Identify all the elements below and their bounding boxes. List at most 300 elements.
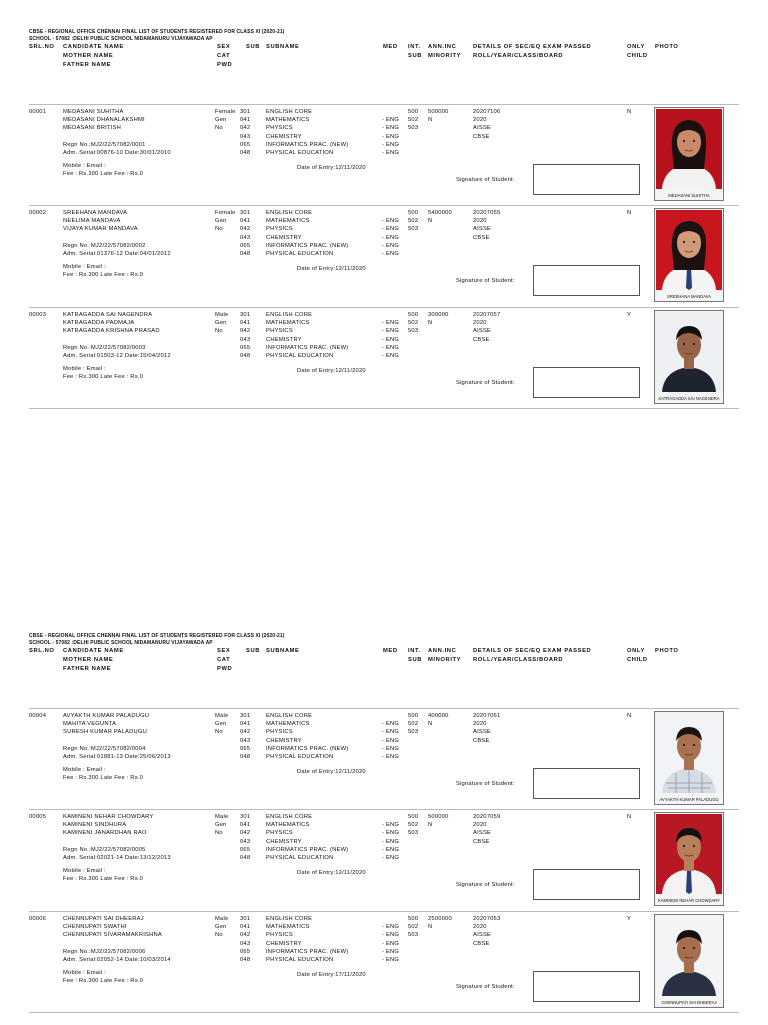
previous-exam-details-line: 2020 bbox=[473, 320, 487, 327]
previous-exam-details-line: AISSE bbox=[473, 830, 492, 837]
sex-category-line: Gen bbox=[215, 218, 227, 225]
subject-names-line: MATHEMATICS bbox=[266, 924, 310, 931]
admission-serial: Adm. Serial:01881-13 Date:25/06/2013 bbox=[63, 754, 171, 760]
candidate-names-line: NEELIMA MANDAVA bbox=[63, 218, 121, 225]
subject-codes-line: 042 bbox=[240, 125, 251, 132]
school-name: SCHOOL - 57082 :DELHI PUBLIC SCHOOL NIDAMANURU VIJAYAWADA AP bbox=[29, 640, 213, 646]
medium-line: - ENG bbox=[382, 336, 400, 343]
subject-names-line: INFORMATICS PRAC. (NEW) bbox=[266, 745, 349, 752]
subject-names-line: INFORMATICS PRAC. (NEW) bbox=[266, 948, 349, 955]
medium-line: - ENG bbox=[382, 218, 400, 225]
medium bbox=[382, 712, 399, 761]
medium bbox=[382, 209, 399, 258]
sex-category-line: No bbox=[215, 830, 223, 837]
annual-income-line: 400000 bbox=[428, 713, 449, 719]
col-candidate-header: CANDIDATE NAME MOTHER NAME FATHER NAME bbox=[63, 648, 124, 672]
subject-codes bbox=[240, 915, 250, 964]
date-of-entry: Date of Entry:12/11/2020 bbox=[297, 165, 366, 171]
only-child-flag: Y bbox=[627, 312, 632, 318]
medium-line: - ENG bbox=[382, 737, 400, 744]
medium-line: - ENG bbox=[382, 956, 400, 963]
sex-category-line: Male bbox=[215, 916, 229, 922]
subject-codes-line: 043 bbox=[240, 336, 251, 343]
candidate-names-line: SREEHANA MANDAVA bbox=[63, 210, 128, 216]
page-section bbox=[0, 26, 768, 421]
previous-exam-details-line: AISSE bbox=[473, 125, 492, 132]
medium-line: - ENG bbox=[382, 948, 400, 955]
candidate-names bbox=[63, 813, 154, 838]
col-details-header: DETAILS OF SEC/EQ EXAM PASSED ROLL/YEAR/CLASS/BOARD bbox=[473, 44, 592, 59]
subject-names-line: CHEMISTRY bbox=[266, 133, 302, 140]
photo-caption: MEDASANI SUHITHA bbox=[668, 193, 710, 198]
subject-names-line: ENGLISH CORE bbox=[266, 109, 313, 115]
sex-category-line: No bbox=[215, 226, 223, 233]
subject-codes-line: 042 bbox=[240, 226, 251, 233]
subject-codes-line: 041 bbox=[240, 117, 251, 124]
medium-line: - ENG bbox=[382, 932, 400, 939]
list-title: CBSE - REGIONAL OFFICE CHENNAI FINAL LIST OF STUDENTS REGISTERED FOR CLASS XI (2020-21) bbox=[29, 633, 285, 639]
candidate-names-line: KAMINENI NEHAR CHOWDARY bbox=[63, 814, 154, 820]
col-sex-header: SEX CAT PWD bbox=[217, 648, 233, 672]
admission-serial: Adm. Serial:02021-14 Date:13/12/2013 bbox=[63, 855, 171, 861]
previous-exam-details-line: 20207063 bbox=[473, 916, 501, 922]
previous-exam-details-line: 20207061 bbox=[473, 713, 501, 719]
col-subname-header: SUBNAME bbox=[266, 44, 300, 50]
admission-serial: Adm. Serial:02052-14 Date:10/03/2014 bbox=[63, 957, 171, 963]
subject-names-line: MATHEMATICS bbox=[266, 218, 310, 225]
medium-line: - ENG bbox=[382, 753, 400, 760]
sex-category bbox=[215, 813, 228, 838]
sex-category-line: Male bbox=[215, 814, 229, 820]
subject-names-line: ENGLISH CORE bbox=[266, 312, 313, 318]
subject-codes-line: 065 bbox=[240, 344, 251, 351]
photo-caption: KAMINENI NEHAR CHOWDARY bbox=[657, 898, 721, 903]
subject-codes-line: 301 bbox=[240, 109, 251, 115]
medium-line: - ENG bbox=[382, 234, 400, 241]
internal-subjects-line: 500 bbox=[408, 109, 419, 115]
subject-names bbox=[266, 813, 348, 862]
medium-line: - ENG bbox=[382, 141, 400, 148]
col-int-header: INT. SUB bbox=[408, 44, 423, 59]
subject-codes-line: 048 bbox=[240, 956, 251, 963]
internal-subjects-line: 503 bbox=[408, 830, 419, 837]
mobile-email: Mobile : Email : bbox=[63, 163, 106, 169]
previous-exam-details bbox=[473, 915, 500, 948]
subject-names-line: MATHEMATICS bbox=[266, 320, 310, 327]
medium-line: - ENG bbox=[382, 250, 400, 257]
medium-line: - ENG bbox=[382, 838, 400, 845]
annual-income-line: 2500000 bbox=[428, 916, 452, 922]
internal-subjects-line: 503 bbox=[408, 226, 419, 233]
serial-number: 00004 bbox=[29, 713, 47, 719]
medium bbox=[382, 108, 399, 157]
only-child-flag: N bbox=[627, 713, 632, 719]
previous-exam-details-line: CBSE bbox=[473, 737, 490, 744]
col-srl-header: SRL.NO bbox=[29, 44, 55, 50]
sex-category-line: Gen bbox=[215, 117, 227, 124]
subject-names-line: MATHEMATICS bbox=[266, 117, 310, 124]
col-srl-header: SRL.NO bbox=[29, 648, 55, 654]
student-photo-image bbox=[656, 109, 722, 189]
signature-label: Signature of Student: bbox=[456, 781, 515, 787]
internal-subjects-line: 503 bbox=[408, 328, 419, 335]
subject-names-line: CHEMISTRY bbox=[266, 737, 302, 744]
mobile-email: Mobile : Email : bbox=[63, 264, 106, 270]
student-photo-image bbox=[656, 312, 722, 392]
annual-income-line: 500000 bbox=[428, 814, 449, 820]
subject-codes bbox=[240, 209, 250, 258]
sex-category-line: No bbox=[215, 932, 223, 939]
previous-exam-details-line: CBSE bbox=[473, 940, 490, 947]
student-photo bbox=[654, 208, 724, 302]
annual-income bbox=[428, 915, 452, 931]
subject-codes-line: 065 bbox=[240, 948, 251, 955]
mobile-email: Mobile : Email : bbox=[63, 970, 106, 976]
admission-serial: Adm. Serial:00876-10 Date:30/01/2010 bbox=[63, 150, 171, 156]
subject-names-line: CHEMISTRY bbox=[266, 336, 302, 343]
student-photo bbox=[654, 310, 724, 404]
medium-line bbox=[382, 311, 399, 319]
subject-codes-line: 041 bbox=[240, 218, 251, 225]
candidate-names-line: MEDASANI DHANALAKSHMI bbox=[63, 117, 145, 124]
internal-subjects-line: 500 bbox=[408, 210, 419, 216]
subject-codes-line: 065 bbox=[240, 745, 251, 752]
admission-serial: Adm. Serial:01376-12 Date:04/01/2012 bbox=[63, 251, 171, 257]
subject-names-line: ENGLISH CORE bbox=[266, 814, 313, 820]
signature-label: Signature of Student: bbox=[456, 380, 515, 386]
col-subname-header: SUBNAME bbox=[266, 648, 300, 654]
signature-box[interactable] bbox=[533, 768, 640, 799]
subject-codes-line: 041 bbox=[240, 721, 251, 728]
subject-names-line: ENGLISH CORE bbox=[266, 713, 313, 719]
only-child-flag: N bbox=[627, 814, 632, 820]
previous-exam-details bbox=[473, 712, 500, 745]
previous-exam-details-line: 2020 bbox=[473, 218, 487, 225]
col-only-child-header: ONLY CHILD bbox=[627, 44, 648, 59]
subject-codes bbox=[240, 813, 250, 862]
subject-codes-line: 065 bbox=[240, 242, 251, 249]
subject-codes-line: 042 bbox=[240, 830, 251, 837]
registration-number: Regn No.:MJ2/22/57082/0006 bbox=[63, 949, 146, 955]
sex-category-line: Female bbox=[215, 210, 236, 216]
col-sex-header: SEX CAT PWD bbox=[217, 44, 233, 68]
photo-caption: AVYAKTH KUMAR PALADUGU bbox=[659, 797, 719, 802]
subject-names-line: INFORMATICS PRAC. (NEW) bbox=[266, 344, 349, 351]
medium bbox=[382, 813, 399, 862]
previous-exam-details-line: CBSE bbox=[473, 336, 490, 343]
subject-names-line: PHYSICS bbox=[266, 328, 293, 335]
candidate-names-line: AVYAKTH KUMAR PALADUGU bbox=[63, 713, 150, 719]
previous-exam-details-line: 20207055 bbox=[473, 210, 501, 216]
subject-codes-line: 048 bbox=[240, 753, 251, 760]
student-record bbox=[0, 811, 768, 913]
previous-exam-details bbox=[473, 813, 500, 846]
medium-line bbox=[382, 209, 399, 217]
medium-line: - ENG bbox=[382, 133, 400, 140]
col-med-header: MED bbox=[383, 44, 398, 50]
student-photo bbox=[654, 107, 724, 201]
candidate-names bbox=[63, 108, 145, 133]
signature-box[interactable] bbox=[533, 367, 640, 398]
fee-info: Fee : Rs.300 Late Fee : Rs.0 bbox=[63, 272, 144, 278]
subject-codes-line: 065 bbox=[240, 141, 251, 148]
internal-subjects-line: 502 bbox=[408, 218, 419, 225]
fee-info: Fee : Rs.300 Late Fee : Rs.0 bbox=[63, 978, 144, 984]
subject-codes-line: 301 bbox=[240, 210, 251, 216]
subject-names bbox=[266, 712, 348, 761]
date-of-entry: Date of Entry:12/11/2020 bbox=[297, 870, 366, 876]
subject-codes bbox=[240, 712, 250, 761]
internal-subjects-line: 502 bbox=[408, 924, 419, 931]
candidate-names-line: KATRAGADDA KRISHNA PRASAD bbox=[63, 328, 160, 335]
signature-label: Signature of Student: bbox=[456, 882, 515, 888]
previous-exam-details bbox=[473, 209, 500, 242]
mobile-email: Mobile : Email : bbox=[63, 366, 106, 372]
medium-line: - ENG bbox=[382, 328, 400, 335]
serial-number: 00001 bbox=[29, 109, 47, 115]
sex-category-line: No bbox=[215, 328, 223, 335]
student-record bbox=[0, 913, 768, 1015]
candidate-names-line: KAMINENI SINDHURA bbox=[63, 822, 127, 829]
internal-subjects bbox=[408, 712, 418, 737]
internal-subjects-line: 503 bbox=[408, 125, 419, 132]
annual-income bbox=[428, 311, 449, 327]
internal-subjects-line: 500 bbox=[408, 814, 419, 820]
medium bbox=[382, 311, 399, 360]
internal-subjects bbox=[408, 813, 418, 838]
sex-category bbox=[215, 915, 228, 940]
sex-category bbox=[215, 712, 228, 737]
candidate-names-line: MEDASANI SUHITHA bbox=[63, 109, 124, 115]
previous-exam-details-line: 2020 bbox=[473, 117, 487, 124]
subject-codes-line: 301 bbox=[240, 312, 251, 318]
subject-names-line: PHYSICS bbox=[266, 830, 293, 837]
fee-info: Fee : Rs.300 Late Fee : Rs.0 bbox=[63, 374, 144, 380]
mobile-email: Mobile : Email : bbox=[63, 868, 106, 874]
registration-number: Regn No.:MJ2/22/57082/0002 bbox=[63, 243, 146, 249]
candidate-names bbox=[63, 209, 138, 234]
subject-names-line: PHYSICS bbox=[266, 932, 293, 939]
subject-names-line: PHYSICS bbox=[266, 729, 293, 736]
medium-line: - ENG bbox=[382, 721, 400, 728]
candidate-names bbox=[63, 712, 149, 737]
sex-category bbox=[215, 209, 236, 234]
registration-number: Regn No.:MJ2/22/57082/0003 bbox=[63, 345, 146, 351]
subject-names bbox=[266, 311, 348, 360]
registration-number: Regn No.:MJ2/22/57082/0001 bbox=[63, 142, 146, 148]
serial-number: 00006 bbox=[29, 916, 47, 922]
subject-names bbox=[266, 108, 348, 157]
candidate-names bbox=[63, 311, 160, 336]
date-of-entry: Date of Entry:12/11/2020 bbox=[297, 266, 366, 272]
candidate-names-line: KAMINENI JANARDHAN RAO bbox=[63, 830, 147, 837]
internal-subjects-line: 500 bbox=[408, 312, 419, 318]
student-photo-image bbox=[656, 916, 722, 996]
subject-codes-line: 042 bbox=[240, 932, 251, 939]
signature-label: Signature of Student: bbox=[456, 177, 515, 183]
annual-income-line: N bbox=[428, 218, 433, 225]
previous-exam-details-line: 2020 bbox=[473, 924, 487, 931]
subject-codes-line: 043 bbox=[240, 737, 251, 744]
date-of-entry: Date of Entry:12/11/2020 bbox=[297, 368, 366, 374]
internal-subjects-line: 500 bbox=[408, 916, 419, 922]
col-ann-header: ANN.INC MINORITY bbox=[428, 648, 462, 663]
annual-income-line: N bbox=[428, 320, 433, 327]
student-photo-image bbox=[656, 210, 722, 290]
student-record bbox=[0, 710, 768, 812]
subject-codes-line: 301 bbox=[240, 916, 251, 922]
col-int-header: INT. SUB bbox=[408, 648, 423, 663]
subject-codes-line: 042 bbox=[240, 729, 251, 736]
subject-codes-line: 048 bbox=[240, 149, 251, 156]
subject-names-line: PHYSICAL EDUCATION bbox=[266, 250, 334, 257]
medium-line: - ENG bbox=[382, 924, 400, 931]
admission-serial: Adm. Serial:01503-12 Date:15/04/2012 bbox=[63, 353, 171, 359]
subject-codes-line: 041 bbox=[240, 924, 251, 931]
sex-category-line: Gen bbox=[215, 924, 227, 931]
subject-codes-line: 041 bbox=[240, 320, 251, 327]
medium-line: - ENG bbox=[382, 149, 400, 156]
subject-names-line: PHYSICAL EDUCATION bbox=[266, 352, 334, 359]
subject-names-line: INFORMATICS PRAC. (NEW) bbox=[266, 242, 349, 249]
subject-codes-line: 048 bbox=[240, 854, 251, 861]
previous-exam-details-line: CBSE bbox=[473, 234, 490, 241]
sex-category bbox=[215, 108, 236, 133]
previous-exam-details-line: 20207059 bbox=[473, 814, 501, 820]
annual-income-line: N bbox=[428, 822, 433, 829]
subject-codes-line: 301 bbox=[240, 814, 251, 820]
signature-box[interactable] bbox=[533, 971, 640, 1002]
sex-category-line: Female bbox=[215, 109, 236, 115]
candidate-names-line: VIJAYA KUMAR MANDAVA bbox=[63, 226, 138, 233]
internal-subjects-line: 502 bbox=[408, 822, 419, 829]
student-photo-image bbox=[656, 814, 722, 894]
signature-box[interactable] bbox=[533, 265, 640, 296]
internal-subjects bbox=[408, 209, 418, 234]
internal-subjects bbox=[408, 311, 418, 336]
signature-label: Signature of Student: bbox=[456, 984, 515, 990]
subject-codes-line: 065 bbox=[240, 846, 251, 853]
col-details-header: DETAILS OF SEC/EQ EXAM PASSED ROLL/YEAR/CLASS/BOARD bbox=[473, 648, 592, 663]
subject-codes-line: 042 bbox=[240, 328, 251, 335]
mobile-email: Mobile : Email : bbox=[63, 767, 106, 773]
annual-income bbox=[428, 209, 452, 225]
previous-exam-details-line: 2020 bbox=[473, 721, 487, 728]
medium-line bbox=[382, 108, 399, 116]
previous-exam-details-line: 20207106 bbox=[473, 109, 501, 115]
row-divider bbox=[29, 708, 739, 709]
list-title: CBSE - REGIONAL OFFICE CHENNAI FINAL LIST OF STUDENTS REGISTERED FOR CLASS XI (2020-21) bbox=[29, 29, 285, 35]
medium-line: - ENG bbox=[382, 320, 400, 327]
medium-line: - ENG bbox=[382, 117, 400, 124]
registration-number: Regn No.:MJ2/22/57082/0005 bbox=[63, 847, 146, 853]
serial-number: 00002 bbox=[29, 210, 47, 216]
photo-caption: SREEHANA MANDAVA bbox=[666, 294, 712, 299]
fee-info: Fee : Rs.300 Late Fee : Rs.0 bbox=[63, 775, 144, 781]
candidate-names bbox=[63, 915, 162, 940]
previous-exam-details-line: AISSE bbox=[473, 729, 492, 736]
sex-category-line: No bbox=[215, 729, 223, 736]
internal-subjects-line: 503 bbox=[408, 729, 419, 736]
annual-income-line: N bbox=[428, 721, 433, 728]
only-child-flag: N bbox=[627, 210, 632, 216]
medium-line: - ENG bbox=[382, 745, 400, 752]
medium-line: - ENG bbox=[382, 352, 400, 359]
sex-category bbox=[215, 311, 228, 336]
medium-line bbox=[382, 915, 399, 923]
subject-names-line: PHYSICAL EDUCATION bbox=[266, 149, 334, 156]
previous-exam-details-line: CBSE bbox=[473, 133, 490, 140]
candidate-names-line: KATRAGADDA SAI NAGENDRA bbox=[63, 312, 153, 318]
subject-codes-line: 048 bbox=[240, 250, 251, 257]
only-child-flag: Y bbox=[627, 916, 632, 922]
medium-line: - ENG bbox=[382, 242, 400, 249]
col-candidate-header: CANDIDATE NAME MOTHER NAME FATHER NAME bbox=[63, 44, 124, 68]
previous-exam-details-line: 2020 bbox=[473, 822, 487, 829]
candidate-names-line: CHENNUPATI SAI DHEERAJ bbox=[63, 916, 144, 922]
student-record bbox=[0, 106, 768, 208]
col-only-child-header: ONLY CHILD bbox=[627, 648, 648, 663]
photo-caption: KATRAGADDA SAI NAGENDRA bbox=[658, 396, 720, 401]
serial-number: 00003 bbox=[29, 312, 47, 318]
subject-codes-line: 048 bbox=[240, 352, 251, 359]
medium-line: - ENG bbox=[382, 940, 400, 947]
subject-names bbox=[266, 915, 348, 964]
student-photo bbox=[654, 914, 724, 1008]
subject-names-line: INFORMATICS PRAC. (NEW) bbox=[266, 141, 349, 148]
subject-names-line: PHYSICS bbox=[266, 125, 293, 132]
medium-line: - ENG bbox=[382, 846, 400, 853]
internal-subjects-line: 502 bbox=[408, 320, 419, 327]
page-section bbox=[0, 630, 768, 1025]
student-photo bbox=[654, 812, 724, 906]
candidate-names-line: CHENNUPATI SIVARAMAKRISHNA bbox=[63, 932, 162, 939]
medium-line bbox=[382, 813, 399, 821]
col-photo-header: PHOTO bbox=[655, 44, 679, 50]
subject-codes-line: 043 bbox=[240, 940, 251, 947]
annual-income-line: 300000 bbox=[428, 312, 449, 318]
subject-names-line: ENGLISH CORE bbox=[266, 916, 313, 922]
subject-names-line: PHYSICAL EDUCATION bbox=[266, 753, 334, 760]
signature-box[interactable] bbox=[533, 164, 640, 195]
subject-names-line: PHYSICAL EDUCATION bbox=[266, 956, 334, 963]
date-of-entry: Date of Entry:12/11/2020 bbox=[297, 769, 366, 775]
annual-income bbox=[428, 712, 449, 728]
sex-category-line: Gen bbox=[215, 721, 227, 728]
internal-subjects-line: 502 bbox=[408, 117, 419, 124]
medium-line: - ENG bbox=[382, 226, 400, 233]
subject-codes-line: 043 bbox=[240, 838, 251, 845]
medium-line: - ENG bbox=[382, 729, 400, 736]
signature-label: Signature of Student: bbox=[456, 278, 515, 284]
subject-names-line: MATHEMATICS bbox=[266, 822, 310, 829]
medium-line: - ENG bbox=[382, 822, 400, 829]
subject-names-line: MATHEMATICS bbox=[266, 721, 310, 728]
serial-number: 00005 bbox=[29, 814, 47, 820]
signature-box[interactable] bbox=[533, 869, 640, 900]
previous-exam-details bbox=[473, 311, 500, 344]
subject-names-line: INFORMATICS PRAC. (NEW) bbox=[266, 846, 349, 853]
candidate-names-line: CHENNUPATI SWATHI bbox=[63, 924, 127, 931]
subject-codes bbox=[240, 108, 250, 157]
subject-codes-line: 301 bbox=[240, 713, 251, 719]
previous-exam-details-line: CBSE bbox=[473, 838, 490, 845]
annual-income bbox=[428, 108, 449, 124]
candidate-names-line: SURESH KUMAR PALADUGU bbox=[63, 729, 147, 736]
internal-subjects bbox=[408, 108, 418, 133]
subject-names-line: CHEMISTRY bbox=[266, 940, 302, 947]
fee-info: Fee : Rs.300 Late Fee : Rs.0 bbox=[63, 876, 144, 882]
